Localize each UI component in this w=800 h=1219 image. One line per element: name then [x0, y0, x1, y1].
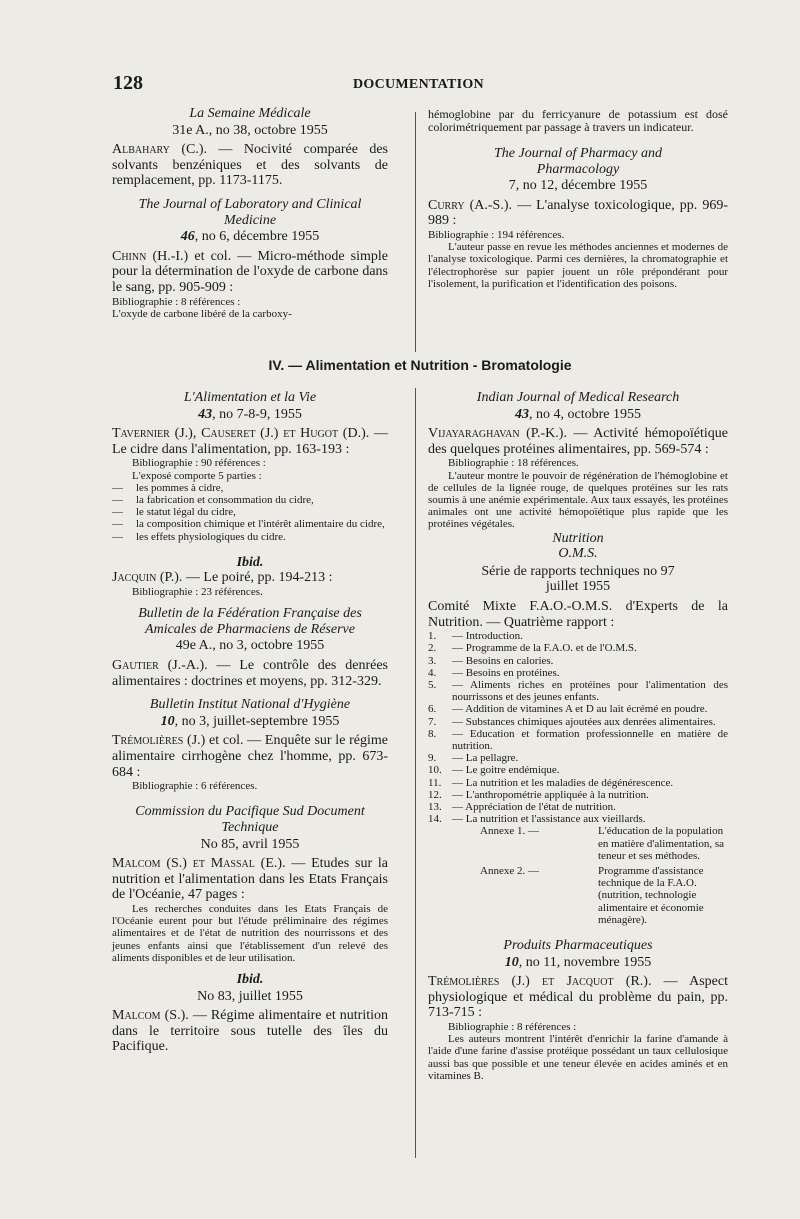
citation-entry	[428, 974, 728, 1021]
citation-author: Malcom (S.) et Massal (E.).	[112, 856, 286, 872]
citation-author: Albahary (C.).	[112, 142, 207, 158]
abstract-continuation: hémoglobine par du ferricyanure de potassium est dosé colorimétriquement par passage à travers un indicateur.	[428, 107, 728, 134]
citation-entry	[112, 658, 388, 689]
list-item: 12. — L'anthropométrie appliquée à la nutrition.	[428, 788, 649, 801]
journal-title: Nutrition	[552, 530, 604, 546]
citation-entry	[112, 249, 388, 296]
citation-entry	[112, 426, 388, 457]
volume-rest: , no 4, octobre 1955	[529, 406, 641, 422]
bottom-left-column	[112, 390, 388, 1055]
citation-author: Malcom (S.).	[112, 1008, 189, 1024]
journal-title: Ibid.	[236, 971, 264, 987]
bibliography-note: Bibliographie : 8 références :	[448, 1021, 577, 1033]
citation-author: Trémolières (J.)	[112, 733, 206, 749]
list-item: 6. — Addition de vitamines A et D au lait écrémé en poudre.	[428, 703, 708, 716]
citation-text: — Activité hémopoïétique des quelques protéines alimentaires, pp. 569-574 :	[428, 426, 728, 457]
annex-label: Annexe 1. —	[480, 825, 539, 838]
annex-2	[428, 865, 728, 926]
volume-rest: , no 11, novembre 1955	[518, 954, 652, 970]
list-item: — la fabrication et consommation du cidre,	[112, 494, 388, 506]
journal-title: Produits Pharmaceutiques	[503, 938, 653, 954]
journal-volume: 49e A., no 3, octobre 1955	[175, 638, 325, 654]
bibliography-note: Bibliographie : 90 références :	[132, 457, 266, 470]
volume-rest: , no 7-8-9, 1955	[212, 406, 302, 422]
list-item: 11. — La nutrition et les maladies de dégénérescence.	[428, 776, 674, 789]
annex-text: L'éducation de la population en matière d'alimentation, sa teneur et ses méthodes.	[598, 825, 724, 862]
journal-title: Bulletin Institut National d'Hygiène	[149, 697, 351, 713]
citation-text: — Nocivité comparée des solvants benzéniques et des solvants de remplacement, pp. 1173-1175.	[112, 142, 389, 189]
citation-text: — Le poiré, pp. 194-213 :	[182, 570, 333, 586]
list-item: — les pommes à cidre,	[112, 482, 388, 494]
list-item: 8. — Education et formation professionnelle en matière de nutrition.	[428, 727, 728, 752]
citation-text: — Le contrôle des denrées alimentaires : doctrines et moyens, pp. 312-329.	[112, 657, 388, 689]
list-item: 9. — La pellagre.	[428, 752, 519, 765]
contents-list	[428, 630, 728, 825]
citation-text: — Régime alimentaire et nutrition dans le territoire sous tutelle des îles du Pacifique.	[112, 1008, 389, 1055]
section-heading: IV. — Alimentation et Nutrition - Bromatologie	[268, 357, 572, 373]
journal-volume: 7, no 12, décembre 1955	[508, 178, 648, 194]
top-right-column	[428, 108, 728, 290]
journal-volume	[428, 407, 728, 423]
citation-author: Chinn (H.-I.)	[112, 248, 189, 264]
bibliography-note: Bibliographie : 23 références.	[132, 585, 263, 598]
citation-author: Curry (A.-S.).	[428, 197, 513, 213]
list-item: 7. — Substances chimiques ajoutées aux denrées alimentaires.	[428, 715, 716, 728]
journal-title: La Semaine Médicale	[189, 106, 311, 121]
list-item: 13. — Appréciation de l'état de nutrition.	[428, 801, 616, 813]
list-item: — la composition chimique et l'intérêt alimentaire du cidre,	[112, 518, 388, 530]
citation-author: Trémolières (J.) et Jacquot (R.).	[428, 974, 652, 990]
journal-title: The Journal of Laboratory and Clinical Medicine	[138, 196, 362, 228]
citation-author: Vijayaraghavan (P.-K.).	[428, 426, 567, 442]
list-item: 4. — Besoins en protéines.	[428, 666, 560, 679]
column-rule-bottom	[415, 388, 416, 1158]
list-item: 5. — Aliments riches en protéines pour l'alimentation des nourrissons et des jeunes enfants.	[428, 678, 728, 704]
journal-title: L'Alimentation et la Vie	[183, 390, 317, 405]
abstract-text: L'auteur montre le pouvoir de régénération de l'hémoglobine et de cellules de la lignée rouge, de quelques protéines sur les rats soumis à une anémie expérimentale. Aux taux essayés, les protéines animales ont une activité hémopoïétique plus rapide que les protéines végétales.	[428, 469, 728, 531]
bibliography-note: Bibliographie : 6 références.	[132, 780, 258, 793]
list-item: — le statut légal du cidre,	[112, 506, 388, 518]
volume-rest: , no 6, décembre 1955	[194, 229, 320, 245]
bibliography-note: Bibliographie : 194 références.	[428, 228, 565, 241]
series-date: juillet 1955	[545, 579, 611, 595]
list-item: 3. — Besoins en calories.	[428, 654, 554, 667]
volume-number: 46	[180, 229, 195, 245]
running-header: DOCUMENTATION	[353, 77, 484, 92]
citation-entry	[112, 142, 388, 189]
column-rule-top	[415, 112, 416, 352]
list-item: 1. — Introduction.	[428, 630, 523, 643]
journal-volume	[428, 955, 728, 971]
abstract-text: L'auteur passe en revue les méthodes anciennes et modernes de l'analyse toxicologique. Parmi ces dernières, la chromatographie et l'électrophorèse sur papier jouent un rôle prépondérant pour l'isolement, la purification et l'identification des poisons.	[428, 241, 728, 290]
volume-number: 43	[515, 406, 529, 422]
citation-text: et col. — Enquête sur le régime alimentaire cirrhogène chez l'homme, pp. 673-684 :	[112, 733, 388, 780]
citation-text: — L'analyse toxicologique, pp. 969-989 :	[428, 197, 729, 229]
citation-entry: Comité Mixte F.A.O.-O.M.S. d'Experts de la Nutrition. — Quatrième rapport :	[428, 598, 728, 630]
journal-title: Indian Journal of Medical Research	[476, 390, 680, 405]
journal-subtitle: O.M.S.	[558, 546, 598, 562]
citation-text: — Etudes sur la nutrition et l'alimentation dans les Etats Français de l'Océanie, 47 pages :	[112, 856, 388, 903]
page-number: 128	[113, 72, 143, 94]
parts-list	[112, 482, 388, 543]
bibliography-note: Bibliographie : 18 références.	[448, 457, 579, 470]
citation-entry	[112, 856, 388, 903]
abstract-text: Les auteurs montrent l'intérêt d'enrichir la farine d'amande à l'aide d'une farine d'assise protéique possédant un taux cellulosique aussi bas que possible et une teneur élevée en acides aminés et en vitamines B.	[428, 1033, 728, 1082]
journal-title: The Journal of Pharmacy and Pharmacology	[494, 146, 662, 177]
journal-volume: No 83, juillet 1955	[197, 988, 303, 1004]
citation-text: — Le cidre dans l'alimentation, pp. 163-193 :	[112, 426, 389, 457]
list-item: 2. — Programme de la F.A.O. et de l'O.M.S.	[428, 642, 637, 655]
citation-entry	[112, 733, 388, 780]
citation-entry	[112, 1008, 388, 1055]
journal-title: Bulletin de la Fédération Française des Amicales de Pharmaciens de Réserve	[138, 606, 362, 637]
abstract-text: L'oxyde de carbone libéré de la carboxy-	[112, 307, 292, 320]
bottom-right-column	[428, 390, 728, 1082]
journal-volume	[112, 407, 388, 423]
citation-text: et col. — Micro-méthode simple pour la détermination de l'oxyde de carbone dans le sang, pp. 905-909 :	[112, 248, 389, 295]
volume-number: 43	[198, 406, 213, 422]
volume-number: 10	[504, 954, 519, 970]
annex-label: Annexe 2. —	[480, 865, 539, 878]
journal-volume	[112, 714, 388, 730]
list-item: 14. — La nutrition et l'assistance aux vieillards.	[428, 813, 646, 826]
volume-number: 10	[160, 713, 175, 729]
volume-rest: , no 3, juillet-septembre 1955	[174, 713, 340, 729]
journal-volume: No 85, avril 1955	[200, 836, 300, 852]
abstract-intro: L'exposé comporte 5 parties :	[132, 469, 262, 482]
journal-title: Commission du Pacifique Sud Document Technique	[135, 804, 365, 835]
top-left-column	[112, 106, 388, 320]
annex-text: Programme d'assistance technique de la F.A.O. (nutrition, technologie alimentaire et économie ménagère).	[598, 865, 704, 926]
journal-volume: 31e A., no 38, octobre 1955	[172, 122, 328, 138]
citation-entry	[428, 426, 728, 457]
citation-text: — Aspect physiologique et médical du problème du pain, pp. 713-715 :	[428, 974, 728, 1021]
abstract-text: Les recherches conduites dans les Etats Français de l'Océanie eurent pour but l'étude préliminaire des régimes alimentaires et de l'état de nutrition des nourrissons et des jeunes enfants ainsi que l'établissement d'un relevé des aliments disponibles et de leur utilisation.	[112, 902, 388, 964]
citation-author: Gautier (J.-A.).	[112, 657, 208, 673]
series-title: Série de rapports techniques no 97	[481, 563, 675, 579]
citation-author: Tavernier (J.), Causeret (J.) et Hugot (D.).	[112, 426, 370, 442]
bibliography-note: Bibliographie : 8 références :	[112, 295, 241, 308]
journal-volume	[112, 229, 388, 245]
list-item: — les effets physiologiques du cidre.	[112, 531, 388, 543]
citation-entry	[112, 570, 388, 586]
citation-entry	[428, 198, 728, 229]
citation-author: Jacquin (P.).	[112, 570, 183, 586]
list-item: 10. — Le goitre endémique.	[428, 764, 560, 777]
journal-title: Ibid.	[236, 554, 264, 570]
annex-1	[428, 825, 728, 862]
